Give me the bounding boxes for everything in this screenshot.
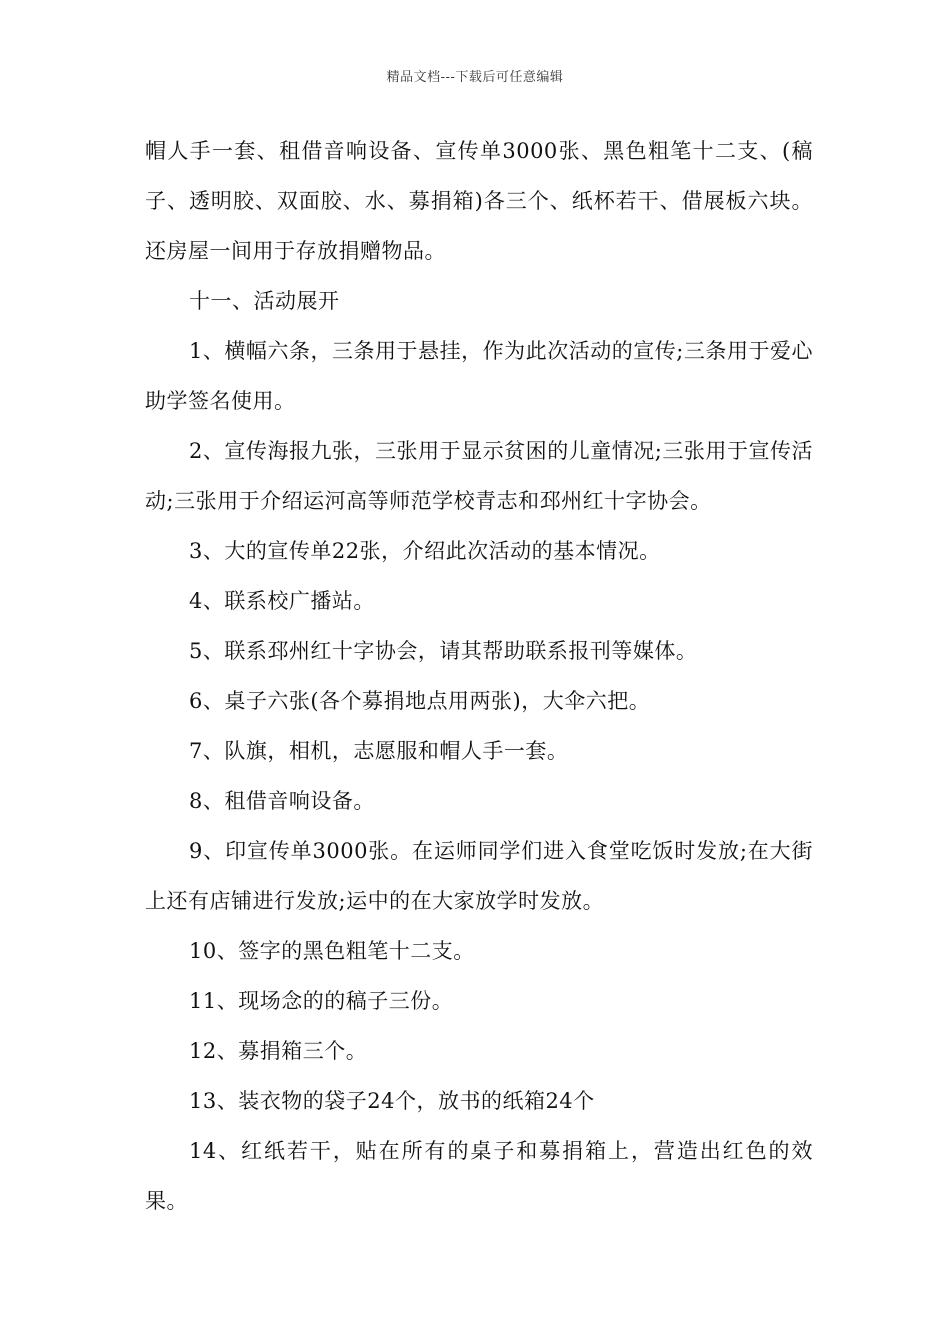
list-item: 13、装衣物的袋子24个，放书的纸箱24个 — [189, 1089, 595, 1113]
list-item: 3、大的宣传单22张，介绍此次活动的基本情况。 — [189, 539, 661, 563]
list-item: 5、联系邳州红十字协会，请其帮助联系报刊等媒体。 — [189, 639, 698, 663]
list-item: 1、横幅六条，三条用于悬挂，作为此次活动的宣传;三条用于爱心助学签名使用。 — [145, 339, 813, 413]
list-item: 4、联系校广播站。 — [189, 589, 375, 613]
section-heading: 十一、活动展开 — [189, 289, 340, 313]
list-item: 10、签字的黑色粗笔十二支。 — [189, 939, 475, 963]
list-item: 7、队旗，相机，志愿服和帽人手一套。 — [189, 739, 569, 763]
list-item: 6、桌子六张(各个募捐地点用两张)，大伞六把。 — [189, 689, 651, 713]
page-header: 精品文档---下载后可任意编辑 — [386, 70, 564, 85]
paragraph: 帽人手一套、租借音响设备、宣传单3000张、黑色粗笔十二支、(稿子、透明胶、双面胶、水、募捐箱)各三个、纸杯若干、借展板六块。还房屋一间用于存放捐赠物品。 — [145, 139, 813, 263]
list-item: 12、募捐箱三个。 — [189, 1039, 368, 1063]
list-item: 2、宣传海报九张，三张用于显示贫困的儿童情况;三张用于宣传活动;三张用于介绍运河高等师范学校青志和邳州红十字协会。 — [145, 439, 813, 513]
list-item: 8、租借音响设备。 — [189, 789, 375, 813]
document-body — [145, 126, 813, 1226]
list-item: 9、印宣传单3000张。在运师同学们进入食堂吃饭时发放;在大街上还有店铺进行发放;运中的在大家放学时发放。 — [145, 839, 813, 913]
list-item: 11、现场念的的稿子三份。 — [189, 989, 454, 1013]
list-item: 14、红纸若干，贴在所有的桌子和募捐箱上，营造出红色的效果。 — [145, 1139, 813, 1213]
